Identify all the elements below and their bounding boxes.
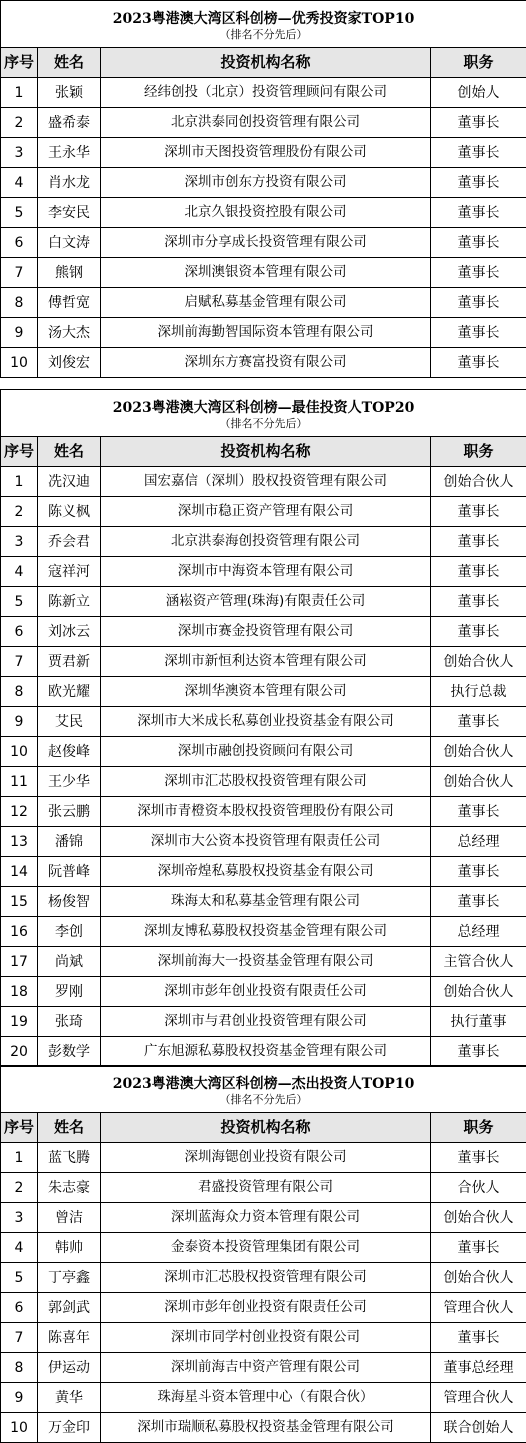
cell-name: 贾君新 bbox=[38, 647, 101, 677]
cell-organization: 涵崧资产管理(珠海)有限责任公司 bbox=[101, 587, 431, 617]
table-row bbox=[1, 1203, 526, 1233]
table-header-row bbox=[1, 1113, 526, 1143]
cell-serial: 4 bbox=[1, 557, 38, 587]
table-row bbox=[1, 527, 526, 557]
cell-position: 董事长 bbox=[431, 228, 526, 258]
cell-name: 王永华 bbox=[38, 138, 101, 168]
cell-position: 董事长 bbox=[431, 707, 526, 737]
cell-position: 董事长 bbox=[431, 348, 526, 378]
ranking-table bbox=[0, 0, 526, 378]
cell-organization: 深圳蓝海众力资本管理有限公司 bbox=[101, 1203, 431, 1233]
table-row bbox=[1, 1173, 526, 1203]
cell-name: 蓝飞腾 bbox=[38, 1143, 101, 1173]
cell-serial: 11 bbox=[1, 767, 38, 797]
cell-name: 万金印 bbox=[38, 1413, 101, 1443]
cell-serial: 5 bbox=[1, 198, 38, 228]
cell-serial: 14 bbox=[1, 857, 38, 887]
cell-position: 董事长 bbox=[431, 797, 526, 827]
cell-position: 创始合伙人 bbox=[431, 467, 526, 497]
table-subtitle: （排名不分先后） bbox=[1, 1094, 526, 1105]
cell-name: 李安民 bbox=[38, 198, 101, 228]
table-title-cell bbox=[1, 390, 526, 437]
cell-name: 彭数学 bbox=[38, 1037, 101, 1067]
cell-serial: 3 bbox=[1, 138, 38, 168]
ranking-table-top10-outstanding bbox=[0, 1065, 526, 1443]
cell-serial: 7 bbox=[1, 258, 38, 288]
cell-serial: 3 bbox=[1, 527, 38, 557]
table-row bbox=[1, 737, 526, 767]
ranking-table bbox=[0, 1065, 526, 1443]
table-subtitle: （排名不分先后） bbox=[1, 29, 526, 40]
ranking-table bbox=[0, 389, 526, 1067]
cell-organization: 深圳市汇芯股权投资管理有限公司 bbox=[101, 1263, 431, 1293]
header-organization: 投资机构名称 bbox=[101, 1113, 431, 1143]
cell-serial: 1 bbox=[1, 1143, 38, 1173]
table-title: 2023粤港澳大湾区科创榜—杰出投资人TOP10 bbox=[1, 1077, 526, 1091]
cell-organization: 北京洪泰同创投资管理有限公司 bbox=[101, 108, 431, 138]
cell-organization: 深圳市青橙资本股权投资管理股份有限公司 bbox=[101, 797, 431, 827]
cell-position: 管理合伙人 bbox=[431, 1293, 526, 1323]
cell-organization: 深圳市融创投资顾问有限公司 bbox=[101, 737, 431, 767]
cell-name: 冼汉迪 bbox=[38, 467, 101, 497]
cell-serial: 4 bbox=[1, 168, 38, 198]
table-row bbox=[1, 917, 526, 947]
cell-organization: 深圳东方赛富投资有限公司 bbox=[101, 348, 431, 378]
cell-name: 张颖 bbox=[38, 78, 101, 108]
cell-organization: 君盛投资管理有限公司 bbox=[101, 1173, 431, 1203]
cell-organization: 深圳前海勤智国际资本管理有限公司 bbox=[101, 318, 431, 348]
cell-name: 朱志豪 bbox=[38, 1173, 101, 1203]
cell-position: 创始合伙人 bbox=[431, 1263, 526, 1293]
cell-organization: 深圳前海吉中资产管理有限公司 bbox=[101, 1353, 431, 1383]
cell-position: 董事长 bbox=[431, 318, 526, 348]
cell-organization: 深圳市新恒利达资本管理有限公司 bbox=[101, 647, 431, 677]
table-title-row bbox=[1, 390, 526, 437]
cell-organization: 北京久银投资控股有限公司 bbox=[101, 198, 431, 228]
cell-serial: 2 bbox=[1, 1173, 38, 1203]
cell-position: 董事长 bbox=[431, 497, 526, 527]
cell-serial: 10 bbox=[1, 1413, 38, 1443]
cell-organization: 深圳市稳正资产管理有限公司 bbox=[101, 497, 431, 527]
cell-name: 艾民 bbox=[38, 707, 101, 737]
cell-organization: 金泰资本投资管理集团有限公司 bbox=[101, 1233, 431, 1263]
table-row bbox=[1, 258, 526, 288]
table-row bbox=[1, 557, 526, 587]
table-row bbox=[1, 857, 526, 887]
cell-organization: 深圳市天图投资管理股份有限公司 bbox=[101, 138, 431, 168]
table-row bbox=[1, 1383, 526, 1413]
cell-organization: 深圳市同学村创业投资有限公司 bbox=[101, 1323, 431, 1353]
cell-name: 陈喜年 bbox=[38, 1323, 101, 1353]
table-header-row bbox=[1, 48, 526, 78]
cell-organization: 深圳市创东方投资有限公司 bbox=[101, 168, 431, 198]
cell-serial: 10 bbox=[1, 348, 38, 378]
table-row bbox=[1, 1413, 526, 1443]
cell-position: 执行总裁 bbox=[431, 677, 526, 707]
cell-serial: 8 bbox=[1, 677, 38, 707]
cell-position: 创始合伙人 bbox=[431, 647, 526, 677]
ranking-table-top20-investors bbox=[0, 389, 526, 1067]
cell-name: 刘冰云 bbox=[38, 617, 101, 647]
header-name: 姓名 bbox=[38, 1113, 101, 1143]
cell-organization: 启赋私募基金管理有限公司 bbox=[101, 288, 431, 318]
cell-name: 汤大杰 bbox=[38, 318, 101, 348]
cell-serial: 15 bbox=[1, 887, 38, 917]
table-row bbox=[1, 1353, 526, 1383]
cell-organization: 深圳市汇芯股权投资管理有限公司 bbox=[101, 767, 431, 797]
cell-name: 欧光耀 bbox=[38, 677, 101, 707]
table-row bbox=[1, 827, 526, 857]
cell-position: 董事长 bbox=[431, 108, 526, 138]
cell-name: 盛希泰 bbox=[38, 108, 101, 138]
header-serial: 序号 bbox=[1, 48, 38, 78]
cell-serial: 5 bbox=[1, 1263, 38, 1293]
cell-organization: 深圳市赛金投资管理有限公司 bbox=[101, 617, 431, 647]
table-row bbox=[1, 617, 526, 647]
table-title: 2023粤港澳大湾区科创榜—最佳投资人TOP20 bbox=[1, 401, 526, 415]
cell-position: 董事长 bbox=[431, 1037, 526, 1067]
cell-serial: 3 bbox=[1, 1203, 38, 1233]
cell-name: 黄华 bbox=[38, 1383, 101, 1413]
header-name: 姓名 bbox=[38, 437, 101, 467]
cell-position: 董事总经理 bbox=[431, 1353, 526, 1383]
table-row bbox=[1, 318, 526, 348]
table-row bbox=[1, 707, 526, 737]
cell-position: 董事长 bbox=[431, 557, 526, 587]
cell-name: 罗刚 bbox=[38, 977, 101, 1007]
cell-serial: 6 bbox=[1, 1293, 38, 1323]
cell-organization: 深圳前海大一投资基金管理有限公司 bbox=[101, 947, 431, 977]
cell-name: 王少华 bbox=[38, 767, 101, 797]
cell-name: 伊运动 bbox=[38, 1353, 101, 1383]
cell-name: 刘俊宏 bbox=[38, 348, 101, 378]
cell-serial: 1 bbox=[1, 467, 38, 497]
cell-name: 赵俊峰 bbox=[38, 737, 101, 767]
table-row bbox=[1, 467, 526, 497]
cell-name: 李创 bbox=[38, 917, 101, 947]
cell-name: 乔会君 bbox=[38, 527, 101, 557]
cell-serial: 19 bbox=[1, 1007, 38, 1037]
cell-serial: 2 bbox=[1, 108, 38, 138]
cell-serial: 9 bbox=[1, 318, 38, 348]
table-row bbox=[1, 1263, 526, 1293]
cell-organization: 深圳市大公资本投资管理有限责任公司 bbox=[101, 827, 431, 857]
cell-name: 陈义枫 bbox=[38, 497, 101, 527]
cell-name: 白文涛 bbox=[38, 228, 101, 258]
cell-serial: 8 bbox=[1, 288, 38, 318]
cell-serial: 7 bbox=[1, 647, 38, 677]
cell-position: 董事长 bbox=[431, 857, 526, 887]
header-name: 姓名 bbox=[38, 48, 101, 78]
table-row bbox=[1, 497, 526, 527]
cell-position: 创始合伙人 bbox=[431, 767, 526, 797]
cell-position: 联合创始人 bbox=[431, 1413, 526, 1443]
cell-position: 董事长 bbox=[431, 168, 526, 198]
table-row bbox=[1, 78, 526, 108]
cell-position: 创始合伙人 bbox=[431, 1203, 526, 1233]
header-organization: 投资机构名称 bbox=[101, 437, 431, 467]
cell-position: 创始合伙人 bbox=[431, 737, 526, 767]
table-row bbox=[1, 677, 526, 707]
cell-name: 傅哲宽 bbox=[38, 288, 101, 318]
cell-organization: 深圳友博私募股权投资基金管理有限公司 bbox=[101, 917, 431, 947]
cell-organization: 深圳市彭年创业投资有限责任公司 bbox=[101, 977, 431, 1007]
cell-position: 董事长 bbox=[431, 527, 526, 557]
cell-organization: 北京洪泰海创投资管理有限公司 bbox=[101, 527, 431, 557]
table-row bbox=[1, 138, 526, 168]
table-title-row bbox=[1, 1066, 526, 1113]
cell-organization: 深圳市与君创业投资管理有限公司 bbox=[101, 1007, 431, 1037]
cell-organization: 经纬创投（北京）投资管理顾问有限公司 bbox=[101, 78, 431, 108]
cell-serial: 5 bbox=[1, 587, 38, 617]
table-row bbox=[1, 288, 526, 318]
cell-name: 曾洁 bbox=[38, 1203, 101, 1233]
header-organization: 投资机构名称 bbox=[101, 48, 431, 78]
cell-name: 肖水龙 bbox=[38, 168, 101, 198]
cell-organization: 深圳市中海资本管理有限公司 bbox=[101, 557, 431, 587]
ranking-table-top10-investors bbox=[0, 0, 526, 378]
cell-organization: 深圳海锶创业投资有限公司 bbox=[101, 1143, 431, 1173]
table-row bbox=[1, 1233, 526, 1263]
cell-organization: 深圳澳银资本管理有限公司 bbox=[101, 258, 431, 288]
table-row bbox=[1, 947, 526, 977]
header-position: 职务 bbox=[431, 437, 526, 467]
cell-position: 合伙人 bbox=[431, 1173, 526, 1203]
cell-position: 董事长 bbox=[431, 258, 526, 288]
cell-serial: 10 bbox=[1, 737, 38, 767]
table-row bbox=[1, 647, 526, 677]
cell-position: 董事长 bbox=[431, 1143, 526, 1173]
cell-position: 董事长 bbox=[431, 138, 526, 168]
cell-name: 寇祥河 bbox=[38, 557, 101, 587]
cell-position: 董事长 bbox=[431, 1233, 526, 1263]
cell-organization: 深圳市彭年创业投资有限责任公司 bbox=[101, 1293, 431, 1323]
cell-position: 董事长 bbox=[431, 587, 526, 617]
cell-serial: 8 bbox=[1, 1353, 38, 1383]
table-row bbox=[1, 108, 526, 138]
cell-serial: 6 bbox=[1, 617, 38, 647]
table-row bbox=[1, 348, 526, 378]
cell-position: 创始人 bbox=[431, 78, 526, 108]
table-subtitle: （排名不分先后） bbox=[1, 418, 526, 429]
cell-position: 董事长 bbox=[431, 887, 526, 917]
header-serial: 序号 bbox=[1, 1113, 38, 1143]
table-row bbox=[1, 587, 526, 617]
cell-name: 阮普峰 bbox=[38, 857, 101, 887]
table-row bbox=[1, 1007, 526, 1037]
cell-serial: 9 bbox=[1, 707, 38, 737]
cell-organization: 深圳市大米成长私募创业投资基金有限公司 bbox=[101, 707, 431, 737]
table-row bbox=[1, 168, 526, 198]
table-row bbox=[1, 1037, 526, 1067]
cell-serial: 17 bbox=[1, 947, 38, 977]
cell-organization: 深圳市瑞顺私募股权投资基金管理有限公司 bbox=[101, 1413, 431, 1443]
cell-organization: 珠海太和私募基金管理有限公司 bbox=[101, 887, 431, 917]
cell-organization: 深圳华澳资本管理有限公司 bbox=[101, 677, 431, 707]
table-title-cell bbox=[1, 1066, 526, 1113]
cell-organization: 深圳帝煌私募股权投资基金有限公司 bbox=[101, 857, 431, 887]
cell-position: 董事长 bbox=[431, 288, 526, 318]
cell-position: 执行董事 bbox=[431, 1007, 526, 1037]
table-row bbox=[1, 1323, 526, 1353]
cell-name: 张云鹏 bbox=[38, 797, 101, 827]
cell-position: 创始合伙人 bbox=[431, 977, 526, 1007]
cell-name: 张琦 bbox=[38, 1007, 101, 1037]
cell-name: 杨俊智 bbox=[38, 887, 101, 917]
cell-serial: 12 bbox=[1, 797, 38, 827]
cell-serial: 4 bbox=[1, 1233, 38, 1263]
header-position: 职务 bbox=[431, 1113, 526, 1143]
cell-position: 董事长 bbox=[431, 617, 526, 647]
cell-name: 郭剑武 bbox=[38, 1293, 101, 1323]
table-row bbox=[1, 797, 526, 827]
header-serial: 序号 bbox=[1, 437, 38, 467]
table-header-row bbox=[1, 437, 526, 467]
table-title-row bbox=[1, 1, 526, 48]
cell-serial: 9 bbox=[1, 1383, 38, 1413]
cell-name: 潘锦 bbox=[38, 827, 101, 857]
cell-serial: 2 bbox=[1, 497, 38, 527]
cell-position: 董事长 bbox=[431, 198, 526, 228]
cell-name: 熊钢 bbox=[38, 258, 101, 288]
cell-organization: 珠海星斗资本管理中心（有限合伙） bbox=[101, 1383, 431, 1413]
cell-name: 尚斌 bbox=[38, 947, 101, 977]
cell-organization: 国宏嘉信（深圳）股权投资管理有限公司 bbox=[101, 467, 431, 497]
table-row bbox=[1, 228, 526, 258]
cell-serial: 7 bbox=[1, 1323, 38, 1353]
table-row bbox=[1, 887, 526, 917]
cell-serial: 13 bbox=[1, 827, 38, 857]
cell-serial: 20 bbox=[1, 1037, 38, 1067]
cell-position: 董事长 bbox=[431, 1323, 526, 1353]
cell-name: 丁亭鑫 bbox=[38, 1263, 101, 1293]
cell-serial: 16 bbox=[1, 917, 38, 947]
table-row bbox=[1, 1293, 526, 1323]
cell-name: 陈新立 bbox=[38, 587, 101, 617]
cell-serial: 6 bbox=[1, 228, 38, 258]
cell-name: 韩帅 bbox=[38, 1233, 101, 1263]
table-title: 2023粤港澳大湾区科创榜—优秀投资家TOP10 bbox=[1, 12, 526, 26]
table-title-cell bbox=[1, 1, 526, 48]
header-position: 职务 bbox=[431, 48, 526, 78]
cell-position: 总经理 bbox=[431, 917, 526, 947]
cell-position: 主管合伙人 bbox=[431, 947, 526, 977]
cell-organization: 深圳市分享成长投资管理有限公司 bbox=[101, 228, 431, 258]
cell-serial: 1 bbox=[1, 78, 38, 108]
table-row bbox=[1, 767, 526, 797]
cell-position: 总经理 bbox=[431, 827, 526, 857]
table-row bbox=[1, 198, 526, 228]
table-row bbox=[1, 977, 526, 1007]
table-row bbox=[1, 1143, 526, 1173]
cell-organization: 广东旭源私募股权投资基金管理有限公司 bbox=[101, 1037, 431, 1067]
cell-serial: 18 bbox=[1, 977, 38, 1007]
cell-position: 管理合伙人 bbox=[431, 1383, 526, 1413]
